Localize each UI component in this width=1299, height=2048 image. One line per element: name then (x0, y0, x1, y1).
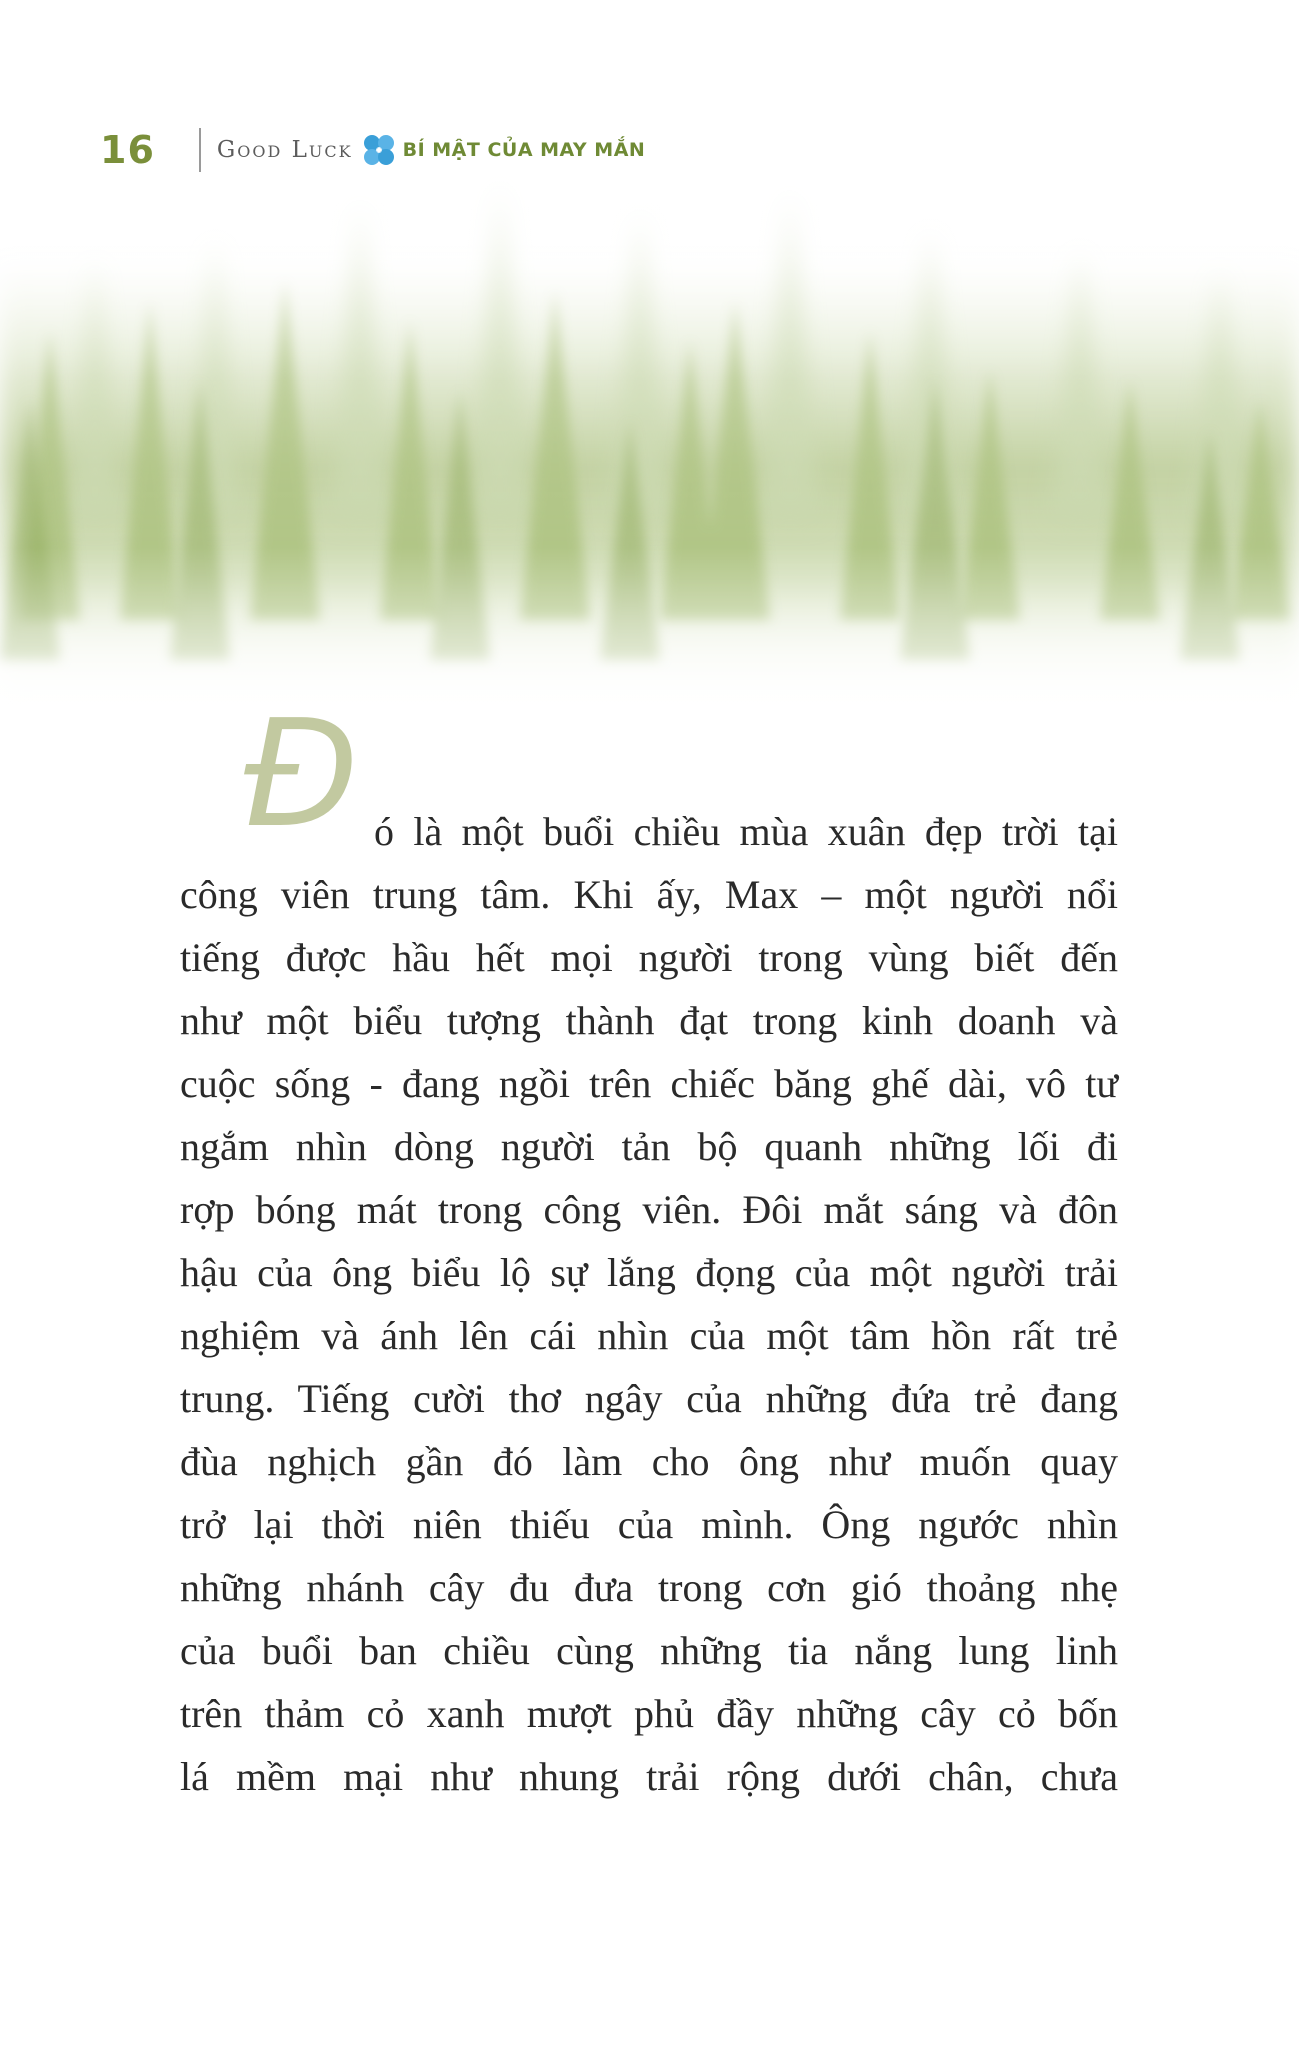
four-leaf-clover-icon (361, 132, 397, 168)
body-line: công viên trung tâm. Khi ấy, Max – một người nổi (180, 872, 1118, 917)
chapter-body (180, 800, 1118, 1808)
body-line: ó là một buổi chiều mùa xuân đẹp trời tại (374, 809, 1118, 854)
running-header (100, 125, 645, 175)
misty-forest-illustration (0, 0, 1299, 760)
body-line: trở lại thời niên thiếu của mình. Ông ngước nhìn (180, 1502, 1118, 1547)
body-line: nghiệm và ánh lên cái nhìn của một tâm hồn rất trẻ (180, 1313, 1118, 1358)
body-line: cuộc sống - đang ngồi trên chiếc băng ghế dài, vô tư (180, 1061, 1118, 1106)
drop-cap: Đ (244, 688, 359, 860)
body-line: rợp bóng mát trong công viên. Đôi mắt sáng và đôn (180, 1187, 1118, 1232)
body-line: đùa nghịch gần đó làm cho ông như muốn quay (180, 1439, 1118, 1484)
body-line: của buổi ban chiều cùng những tia nắng lung linh (180, 1628, 1118, 1673)
series-title: Good Luck (216, 137, 353, 163)
body-line: ngắm nhìn dòng người tản bộ quanh những lối đi (180, 1124, 1118, 1169)
body-line: lá mềm mại như nhung trải rộng dưới chân, chưa (180, 1754, 1118, 1799)
body-line: trung. Tiếng cười thơ ngây của những đứa trẻ đang (180, 1376, 1118, 1421)
body-line: những nhánh cây đu đưa trong cơn gió thoảng nhẹ (180, 1565, 1118, 1610)
body-line: hậu của ông biểu lộ sự lắng đọng của một người trải (180, 1250, 1118, 1295)
body-line: tiếng được hầu hết mọi người trong vùng biết đến (180, 935, 1118, 980)
body-line: như một biểu tượng thành đạt trong kinh doanh và (180, 998, 1118, 1043)
page-number: 16 (100, 128, 155, 172)
header-divider (199, 128, 201, 172)
body-line: trên thảm cỏ xanh mượt phủ đầy những cây cỏ bốn (180, 1691, 1118, 1736)
book-title: BÍ MẬT CỦA MAY MẮN (402, 139, 646, 161)
